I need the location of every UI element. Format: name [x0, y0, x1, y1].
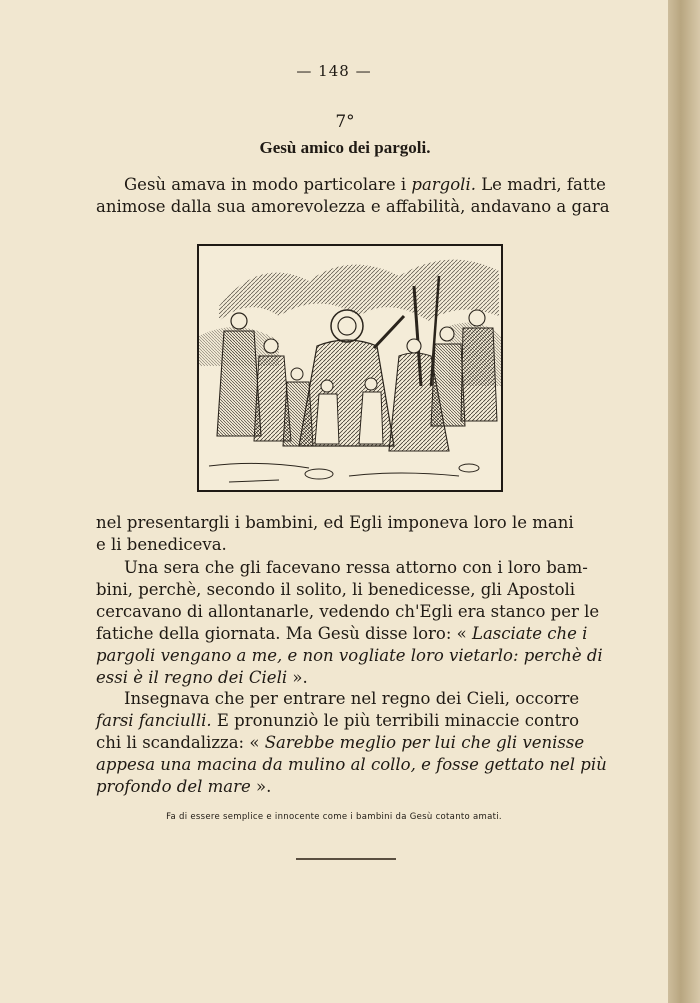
- section-number: 7°: [335, 112, 355, 132]
- text-run: chi li scandalizza: «: [96, 733, 265, 752]
- paragraph-teaching: [96, 688, 608, 798]
- illustration-engraving: [197, 244, 503, 492]
- paragraph-presentation: [96, 512, 608, 556]
- italic-run: essi è il regno dei Cieli: [96, 668, 288, 687]
- text-run: Gesù amava in modo particolare i: [124, 175, 412, 194]
- footnote-moral: Fa di essere semplice e innocente come i bambini da Gesù cotanto amati.: [166, 812, 502, 822]
- paragraph-line: nel presentargli i bambini, ed Egli imponeva loro le mani: [96, 513, 574, 532]
- italic-run: Sarebbe meglio per lui che gli venisse: [264, 733, 585, 752]
- section-divider: [296, 858, 396, 860]
- paragraph-line: [96, 776, 608, 798]
- paragraph-line: e li benediceva.: [96, 535, 227, 554]
- text-run: fatiche della giornata. Ma Gesù disse loro: «: [96, 624, 472, 643]
- paragraph-line: Insegnava che per entrare nel regno dei Cieli, occorre: [124, 689, 580, 708]
- paragraph-line: Una sera che gli facevano ressa attorno con i loro bam-: [124, 558, 588, 577]
- paragraph-line: [96, 174, 608, 196]
- text-run: ».: [250, 777, 272, 796]
- paragraph-line: [96, 732, 608, 754]
- text-run: ».: [287, 668, 308, 687]
- text-run: E pronunziò le più terribili minaccie contro: [211, 711, 580, 730]
- paragraph-intro: [96, 174, 608, 218]
- paragraph-evening: [96, 557, 608, 689]
- paragraph-line: [96, 623, 608, 645]
- italic-run: pargoli vengano a me, e non vogliate loro vietarlo: perchè di: [96, 646, 603, 665]
- italic-run: Lasciate che i: [472, 624, 588, 643]
- italic-run: appesa una macina da mulino al collo, e fosse gettato nel più: [96, 755, 607, 774]
- paragraph-line: [96, 710, 608, 732]
- page-number: — 148 —: [296, 62, 372, 80]
- illustration-jesus-children-icon: [199, 246, 501, 490]
- paragraph-line: bini, perchè, secondo il solito, li benedicesse, gli Apostoli: [96, 580, 576, 599]
- paragraph-line: animose dalla sua amorevolezza e affabilità, andavano a gara: [96, 197, 610, 216]
- paragraph-line: [96, 645, 608, 667]
- paragraph-line: [96, 754, 608, 776]
- italic-run: profondo del mare: [96, 777, 251, 796]
- paragraph-line: [96, 667, 608, 689]
- italic-run: pargoli.: [411, 175, 476, 194]
- paragraph-line: cercavano di allontanarle, vedendo ch'Egli era stanco per le: [96, 602, 600, 621]
- italic-run: farsi fanciulli.: [96, 711, 212, 730]
- chapter-title: Gesù amico dei pargoli.: [259, 138, 431, 157]
- text-run: Le madri, fatte: [475, 175, 606, 194]
